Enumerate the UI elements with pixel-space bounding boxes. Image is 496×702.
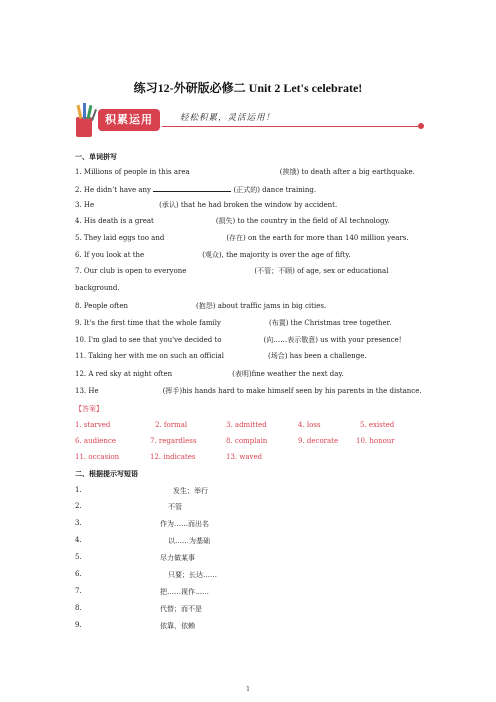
- phrase-number: 6.: [75, 570, 82, 578]
- question-7-continued: background.: [75, 284, 120, 292]
- question-13: 13. He (挥手)his hands hard to make himself seen by his parents in the distance.: [75, 387, 422, 395]
- question-9: 9. It's the first time that the whole family (布置) the Christmas tree together.: [75, 319, 392, 327]
- question-7: 7. Our club is open to everyone (不管；不顾) of age, sex or educational: [75, 267, 389, 275]
- answer-item: 12. indicates: [150, 453, 196, 461]
- question-8: 8. People often (抱怨) about traffic jams in big cities.: [75, 302, 327, 310]
- phrase-hint: 不管: [168, 503, 182, 511]
- page-title: 练习12-外研版必修二 Unit 2 Let's celebrate!: [133, 81, 363, 95]
- question-4: 4. His death is a great (损失) to the country in the field of AI technology.: [75, 217, 390, 225]
- phrase-number: 2.: [75, 502, 82, 510]
- phrase-number: 3.: [75, 519, 82, 527]
- banner-label: 积累运用: [98, 109, 160, 131]
- banner-dot: [418, 123, 424, 129]
- answer-item: 8. complain: [226, 437, 268, 445]
- phrase-number: 7.: [75, 587, 82, 595]
- phrase-number: 5.: [75, 553, 82, 561]
- answer-item: 5. existed: [360, 421, 395, 429]
- section2-heading: 二、根据提示写短语: [75, 470, 138, 478]
- phrase-hint: 只要；长达……: [168, 571, 217, 579]
- banner-divider: [162, 126, 418, 127]
- question-5: 5. They laid eggs too and (存在) on the earth for more than 140 million years.: [75, 234, 409, 242]
- question-2: 2. He didn’t have any (正式的) dance training.: [75, 186, 317, 194]
- question-1: 1. Millions of people in this area (挨饿) to death after a big earthquake.: [75, 168, 415, 176]
- banner-slogan: 轻松积累，灵活运用！: [180, 113, 276, 123]
- answer-item: 2. formal: [155, 421, 188, 429]
- answer-item: 3. admitted: [226, 421, 267, 429]
- question-3: 3. He (承认) that he had broken the window by accident.: [75, 201, 338, 209]
- phrase-hint: 以……为基础: [168, 537, 210, 545]
- section1-heading: 一、单词拼写: [75, 153, 117, 161]
- phrase-hint: 尽力做某事: [160, 554, 195, 562]
- answer-item: 1. starved: [75, 421, 111, 429]
- answer-item: 10. honour: [356, 437, 395, 445]
- answer-item: 9. decorate: [298, 437, 339, 445]
- question-12: 12. A red sky at night often (表明)fine weather the next day.: [75, 370, 344, 378]
- answer-item: 13. waved: [226, 453, 263, 461]
- question-6: 6. If you look at the (观众), the majority is over the age of fifty.: [75, 251, 351, 259]
- question-10: 10. I'm glad to see that you've decided to (向……表示敬意) us with your presence!: [75, 336, 402, 344]
- phrase-hint: 把……视作……: [160, 588, 209, 596]
- answer-item: 11. occasion: [75, 453, 120, 461]
- phrase-hint: 依靠，依赖: [160, 622, 195, 630]
- page-number: 1: [246, 686, 250, 693]
- answer-item: 4. loss: [298, 421, 321, 429]
- phrase-hint: 发生；举行: [173, 487, 208, 495]
- phrase-number: 4.: [75, 536, 82, 544]
- phrase-hint: 作为……而出名: [160, 520, 209, 528]
- section-banner: [72, 101, 424, 141]
- answer-item: 7. regardless: [150, 437, 197, 445]
- phrase-number: 9.: [75, 621, 82, 629]
- answer-item: 6. audience: [75, 437, 117, 445]
- phrase-hint: 代替；而不是: [160, 605, 202, 613]
- phrase-number: 1.: [75, 486, 82, 494]
- answers-heading: 【答案】: [75, 405, 103, 413]
- answer-blank: [153, 184, 231, 192]
- question-11: 11. Taking her with me on such an official (场合) has been a challenge.: [75, 352, 367, 360]
- phrase-number: 8.: [75, 604, 82, 612]
